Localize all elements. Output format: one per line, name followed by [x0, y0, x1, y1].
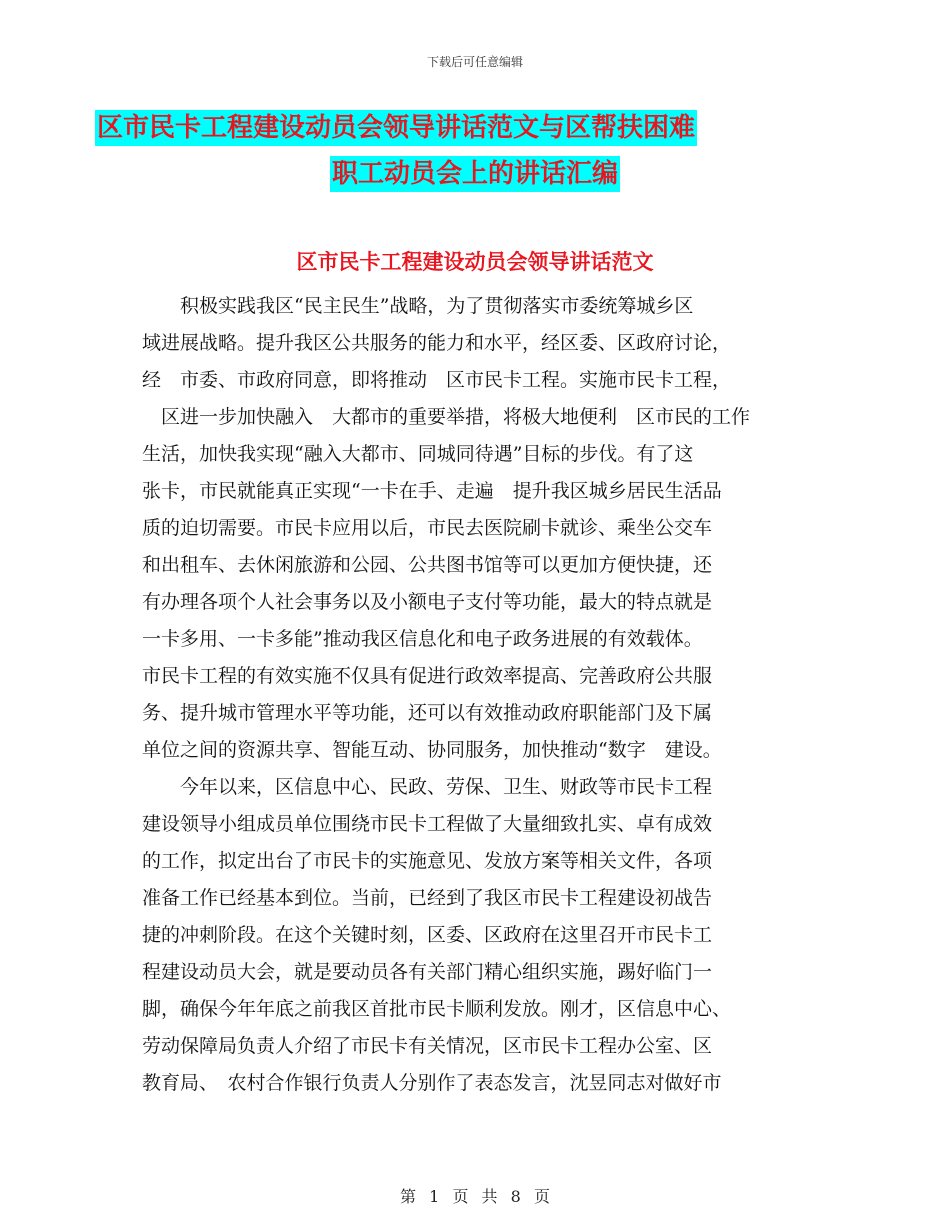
- body-line: 有办理各项个人社会事务以及小额电子支付等功能，最大的特点就是: [142, 591, 713, 613]
- header-note: 下载后可任意编辑: [426, 55, 523, 69]
- main-title-line-1: [95, 110, 915, 146]
- body-line: 今年以来，区信息中心、民政、劳保、卫生、财政等市民卡工程: [142, 776, 713, 798]
- footer-prefix: 第: [400, 1187, 417, 1206]
- body-line: 程建设动员大会，就是要动员各有关部门精心组织实施，踢好临门一: [142, 961, 713, 983]
- footer-total-pages: 8: [510, 1187, 521, 1206]
- section-title: 区市民卡工程建设动员会领导讲话范文: [296, 249, 654, 274]
- body-line: 域进展战略。提升我区公共服务的能力和水平，经区委、区政府讨论，: [142, 332, 732, 354]
- body-line: 建设领导小组成员单位围绕市民卡工程做了大量细致扎实、卓有成效: [142, 813, 713, 835]
- body-line: 捷的冲刺阶段。在这个关键时刻，区委、区政府在这里召开市民卡工: [142, 924, 713, 946]
- body-line: 劳动保障局负责人介绍了市民卡有关情况，区市民卡工程办公室、区: [142, 1035, 713, 1057]
- body-line: 张卡，市民就能真正实现“一卡在手、走遍 提升我区城乡居民生活品: [142, 480, 722, 502]
- body-line: 积极实践我区“民主民生”战略，为了贯彻落实市委统筹城乡区: [142, 295, 694, 317]
- footer-total-prefix: 共: [481, 1187, 498, 1206]
- body-line: 务、提升城市管理水平等功能，还可以有效推动政府职能部门及下属: [142, 702, 713, 724]
- body-line: 质的迫切需要。市民卡应用以后，市民去医院刷卡就诊、乘坐公交车: [142, 517, 713, 539]
- body-line: 经 市委、市政府同意，即将推动 区市民卡工程。实施市民卡工程，: [142, 369, 732, 391]
- document-body: [142, 288, 810, 1102]
- body-line: 教育局、 农村合作银行负责人分别作了表态发言，沈昱同志对做好市: [142, 1072, 722, 1094]
- body-line: 的工作，拟定出台了市民卡的实施意见、发放方案等相关文件，各项: [142, 850, 713, 872]
- footer-page-number: 1: [429, 1187, 440, 1206]
- body-line: 和出租车、去休闲旅游和公园、公共图书馆等可以更加方便快捷，还: [142, 554, 713, 576]
- body-line: 一卡多用、一卡多能”推动我区信息化和电子政务进展的有效载体。: [142, 628, 703, 650]
- body-line: 生活，加快我实现“融入大都市、同城同待遇”目标的步伐。有了这: [142, 443, 694, 465]
- main-title-line-2: [0, 156, 950, 192]
- main-title-text-1: 区市民卡工程建设动员会领导讲话范文与区帮扶困难: [95, 110, 697, 146]
- body-line: 区进一步加快融入 大都市的重要举措，将极大地便利 区市民的工作: [142, 406, 751, 428]
- body-line: 市民卡工程的有效实施不仅具有促进行政效率提高、完善政府公共服: [142, 665, 713, 687]
- body-line: 准备工作已经基本到位。当前，已经到了我区市民卡工程建设初战告: [142, 887, 713, 909]
- main-title-text-2: 职工动员会上的讲话汇编: [330, 156, 620, 192]
- body-line: 单位之间的资源共享、智能互动、协同服务，加快推动“数字 建设。: [142, 739, 722, 761]
- page-footer: [0, 1184, 950, 1207]
- body-line: 脚，确保今年年底之前我区首批市民卡顺利发放。刚才，区信息中心、: [142, 998, 732, 1020]
- footer-page-label: 页: [452, 1187, 469, 1206]
- footer-total-label: 页: [533, 1187, 550, 1206]
